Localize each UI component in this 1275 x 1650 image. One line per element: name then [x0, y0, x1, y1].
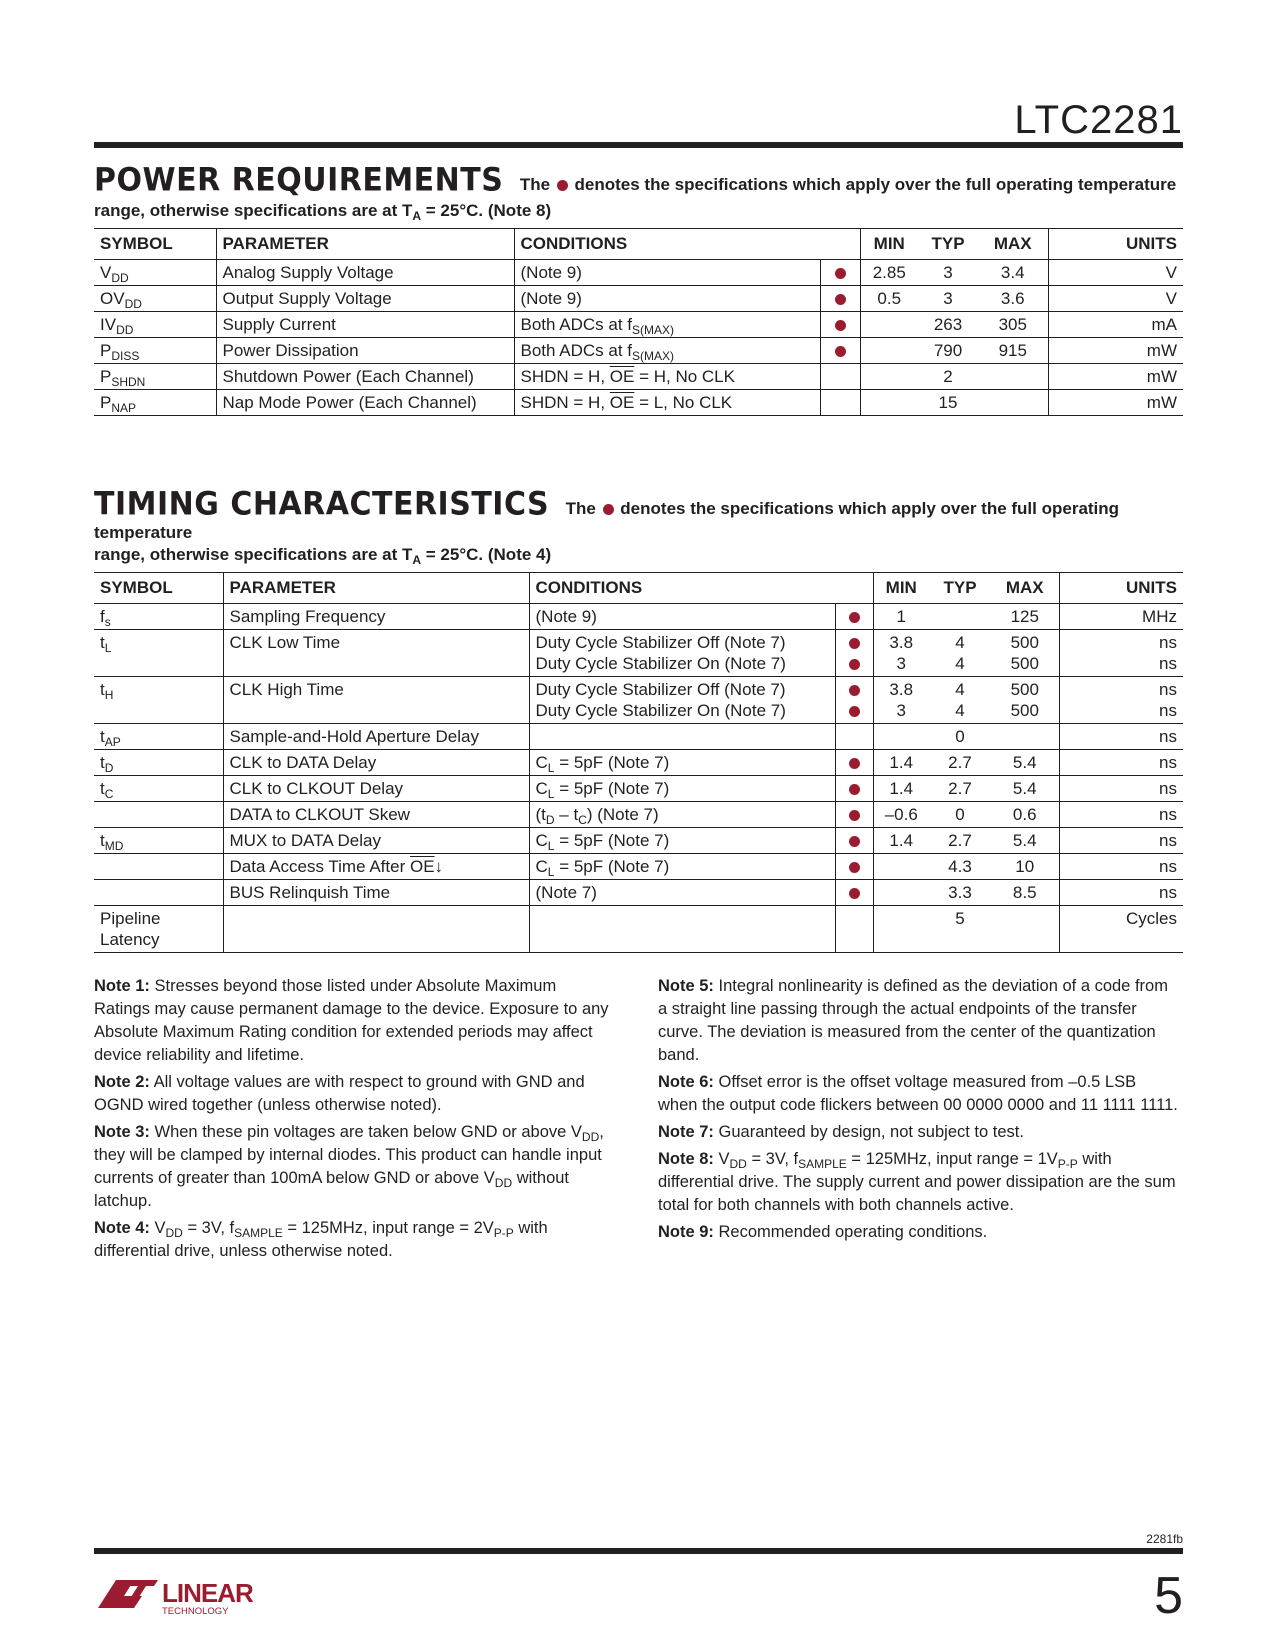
- power-cond-pre: The: [519, 175, 551, 194]
- bullet-icon: [849, 612, 860, 623]
- power-table: [94, 228, 1183, 416]
- table-row: DATA to CLKOUT Skew $(t_D - t_C)$ (Note 7) –0.6 0 0.6 ns: [94, 802, 1183, 828]
- note-7: Note 7: Guaranteed by design, not subject to test.: [658, 1123, 1024, 1141]
- bullet-icon: [849, 836, 860, 847]
- bullet-icon: [849, 659, 860, 670]
- linear-technology-logo: [94, 1572, 264, 1621]
- table-row: Data Access Time After $\overline{OE}↓$ $C_L = 5pF$ (Note 7) 4.3 10 ns: [94, 854, 1183, 880]
- table-header-row: SYMBOL PARAMETER CONDITIONS MIN TYP MAX UNITS: [94, 573, 1183, 604]
- notes-right-column: [658, 975, 1178, 1248]
- table-row: $P_{DISS}$ Power Dissipation Both ADCs at $f_{S(MAX)}$ 790 915 mW: [94, 338, 1183, 364]
- bullet-icon: [849, 758, 860, 769]
- timing-characteristics-section: TIMING CHARACTERISTICS The denotes the specifications which apply over the full operating temperature range, otherwise specifications are at $T_A = 25^\circ C$. (Note 4) SYMBOL PARAMETER CONDITIONS MIN TYP MAX UNITS $f_s$ Sampling Frequency (Note 9) 1 125 MHz $t_L$ CLK Low Time Duty Cycle Stabilizer Off (Note 7) Duty Cycle Stabilizer On (Note 7) 3.8 3 4 4 500 500 ns ns $t_H$ CLK High Time Duty Cycle Stabilizer Off (Note 7) Duty Cycle Stabilizer On (Note 7) 3.8 3 4 4 500 500 ns ns $t_{AP}$ Sample-and-Hold Aperture Delay 0 ns $t_D$ CLK to DATA Delay $C_L = 5pF$ (Note 7) 1.4 2.7 5.4 ns $t_C$ CLK to CLKOUT Delay $C_L = 5pF$ (Note 7) 1.4 2.7 5.4 ns DATA to CLKOUT Skew $(t_D - t_C)$ (Note 7) –0.6 0 0.6 ns $t_{MD}$ MUX to DATA Delay $C_L = 5pF$ (Note 7) 1.4 2.7 5.4 ns Data Access Time After $\overline{OE}↓$ $C_L = 5pF$ (Note 7) 4.3 10 ns BUS Relinquish Time (Note 7) 3.3 8.5 ns Pipeline Latency 5 Cycles: [94, 488, 1183, 953]
- part-number: LTC2281: [1014, 98, 1183, 142]
- bullet-icon: [849, 862, 860, 873]
- table-row: $f_s$ Sampling Frequency (Note 9) 1 125 MHz: [94, 604, 1183, 630]
- table-row: $P_{SHDN}$ Shutdown Power (Each Channel) SHDN = H, $\overline{OE} = H$, No CLK 2 mW: [94, 364, 1183, 390]
- note-3: Note 3: When these pin voltages are taken below GND or above $V_{DD}$, they will be clamped by internal diodes. This product can handle input currents of greater than 100mA below GND or above $V_{DD}$ without latchup.: [94, 1123, 604, 1210]
- table-row: Pipeline Latency 5 Cycles: [94, 906, 1183, 953]
- table-row: $t_{MD}$ MUX to DATA Delay $C_L = 5pF$ (Note 7) 1.4 2.7 5.4 ns: [94, 828, 1183, 854]
- bullet-icon: [557, 180, 568, 191]
- bullet-icon: [835, 320, 846, 331]
- notes-left-column: [94, 975, 614, 1267]
- svg-text:TECHNOLOGY: TECHNOLOGY: [162, 1606, 229, 1616]
- bullet-icon: [849, 888, 860, 899]
- table-row: $OV_{DD}$ Output Supply Voltage (Note 9) 0.5 3 3.6 V: [94, 286, 1183, 312]
- note-8: Note 8: $V_{DD} = 3V$, $f_{SAMPLE} = 125MHz$, input range = $1V_{P-P}$ with differential drive. The supply current and power dissipation are the sum total for both channels with both channels active.: [658, 1150, 1176, 1214]
- timing-table: [94, 572, 1183, 953]
- revision-code: 2281fb: [1146, 1532, 1183, 1546]
- bullet-icon: [849, 638, 860, 649]
- power-requirements-section: POWER REQUIREMENTS The denotes the specifications which apply over the full operating temperature range, otherwise specifications are at $T_A = 25^\circ C$. (Note 8) SYMBOL PARAMETER CONDITIONS MIN TYP MAX UNITS $V_{DD}$ Analog Supply Voltage (Note 9) 2.85 3 3.4 V $OV_{DD}$ Output Supply Voltage (Note 9) 0.5 3 3.6 V $IV_{DD}$ Supply Current Both ADCs at $f_{S(MAX)}$ 263 305 mA $P_{DISS}$ Power Dissipation Both ADCs at $f_{S(MAX)}$ 790 915 mW $P_{SHDN}$ Shutdown Power (Each Channel) SHDN = H, $\overline{OE} = H$, No CLK 2 mW $P_{NAP}$ Nap Mode Power (Each Channel) SHDN = H, $\overline{OE} = L$, No CLK 15 mW: [94, 164, 1183, 416]
- table-row: $t_{AP}$ Sample-and-Hold Aperture Delay 0 ns: [94, 724, 1183, 750]
- table-row: $t_D$ CLK to DATA Delay $C_L = 5pF$ (Note 7) 1.4 2.7 5.4 ns: [94, 750, 1183, 776]
- svg-text:LINEAR: LINEAR: [162, 1578, 253, 1608]
- timing-title: TIMING CHARACTERISTICS: [94, 485, 550, 524]
- bullet-icon: [849, 810, 860, 821]
- note-4: Note 4: $V_{DD} = 3V$, $f_{SAMPLE} = 125MHz$, input range = $2V_{P-P}$ with differential drive, unless otherwise noted.: [94, 1219, 548, 1260]
- bullet-icon: [849, 784, 860, 795]
- top-rule: [94, 142, 1183, 148]
- note-1: Note 1: Stresses beyond those listed under Absolute Maximum Ratings may cause permanent damage to the device. Exposure to any Absolute Maximum Rating condition for extended periods may affect device reliability and lifetime.: [94, 977, 609, 1064]
- bullet-icon: [835, 268, 846, 279]
- page-number: 5: [1154, 1567, 1183, 1625]
- table-row: $V_{DD}$ Analog Supply Voltage (Note 9) 2.85 3 3.4 V: [94, 260, 1183, 286]
- table-row: BUS Relinquish Time (Note 7) 3.3 8.5 ns: [94, 880, 1183, 906]
- bullet-icon: [835, 294, 846, 305]
- power-title: POWER REQUIREMENTS: [94, 161, 504, 200]
- note-9: Note 9: Recommended operating conditions.: [658, 1223, 988, 1241]
- note-6: Note 6: Offset error is the offset voltage measured from –0.5 LSB when the output code flickers between 00 0000 0000 and 11 1111 1111.: [658, 1073, 1178, 1114]
- table-row: $P_{NAP}$ Nap Mode Power (Each Channel) SHDN = H, $\overline{OE} = L$, No CLK 15 mW: [94, 390, 1183, 416]
- bottom-rule: [94, 1548, 1183, 1554]
- table-row: $t_C$ CLK to CLKOUT Delay $C_L = 5pF$ (Note 7) 1.4 2.7 5.4 ns: [94, 776, 1183, 802]
- bullet-icon: [835, 346, 846, 357]
- power-cond-line2: range, otherwise specifications are at T: [94, 200, 413, 220]
- note-5: Note 5: Integral nonlinearity is defined as the deviation of a code from a straight line passing through the actual endpoints of the transfer curve. The deviation is measured from the center of the quantization band.: [658, 977, 1168, 1064]
- power-cond-post: denotes the specifications which apply over the full operating temperature: [574, 175, 1177, 194]
- note-2: Note 2: All voltage values are with respect to ground with GND and OGND wired together (unless otherwise noted).: [94, 1073, 585, 1114]
- bullet-icon: [603, 504, 614, 515]
- bullet-icon: [849, 685, 860, 696]
- table-row: $IV_{DD}$ Supply Current Both ADCs at $f_{S(MAX)}$ 263 305 mA: [94, 312, 1183, 338]
- bullet-icon: [849, 706, 860, 717]
- table-row: $t_L$ CLK Low Time Duty Cycle Stabilizer Off (Note 7) Duty Cycle Stabilizer On (Note 7) 3.8 3 4 4 500 500 ns ns: [94, 630, 1183, 677]
- table-header-row: SYMBOL PARAMETER CONDITIONS MIN TYP MAX UNITS: [94, 229, 1183, 260]
- table-row: $t_H$ CLK High Time Duty Cycle Stabilizer Off (Note 7) Duty Cycle Stabilizer On (Note 7) 3.8 3 4 4 500 500 ns ns: [94, 677, 1183, 724]
